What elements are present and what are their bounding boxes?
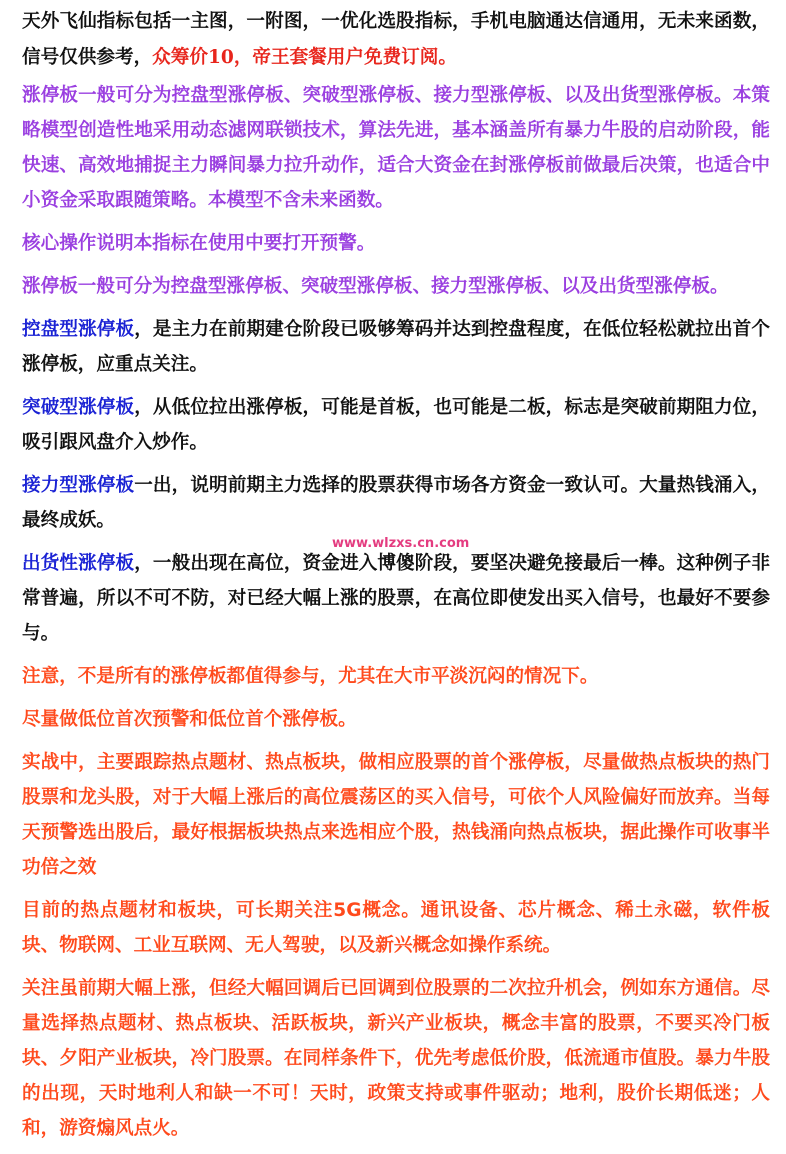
strategy-paragraph-1: 涨停板一般可分为控盘型涨停板、突破型涨停板、接力型涨停板、以及出货型涨停板。本策略模型创造性地采用动态滤网联锁技术，算法先进，基本涵盖所有暴力牛股的启动阶段，能快速、高效地捕捉主力瞬间暴力拉升动作，适合大资金在封涨停板前做最后决策，也适合中小资金采取跟随策略。本模型不含未来函数。 (22, 85, 770, 211)
note-paragraph-3: 实战中，主要跟踪热点题材、热点板块，做相应股票的首个涨停板，尽量做热点板块的热门股票和龙头股，对于大幅上涨后的高位震荡区的买入信号，可依个人风险偏好而放弃。当每天预警选出股后，最好根据板块热点来选相应个股，热钱涌向热点板块，据此操作可收事半功倍之效 (22, 752, 770, 878)
document-body (22, 4, 770, 1154)
type-text-control: ，是主力在前期建仓阶段已吸够筹码并达到控盘程度，在低位轻松就拉出首个涨停板，应重点关注。 (22, 319, 770, 375)
watermark: www.wlzxs.cn.com (332, 536, 470, 551)
type-label-distribution: 出货性涨停板 (22, 553, 135, 574)
type-paragraph-control (22, 312, 770, 382)
type-label-breakout: 突破型涨停板 (22, 397, 135, 418)
type-label-relay: 接力型涨停板 (22, 475, 135, 496)
type-label-control: 控盘型涨停板 (22, 319, 135, 340)
type-paragraph-distribution (22, 546, 770, 651)
strategy-paragraph-3: 涨停板一般可分为控盘型涨停板、突破型涨停板、接力型涨停板、以及出货型涨停板。 (22, 276, 729, 297)
intro-text: 天外飞仙指标包括一主图，一附图，一优化选股指标，手机电脑通达信通用，无未来函数，信号仅供参考， (22, 11, 770, 68)
intro-paragraph (22, 4, 770, 76)
strategy-paragraph-2: 核心操作说明本指标在使用中要打开预警。 (22, 233, 376, 254)
type-text-breakout: ，从低位拉出涨停板，可能是首板，也可能是二板，标志是突破前期阻力位，吸引跟风盘介入炒作。 (22, 397, 770, 453)
type-paragraph-breakout (22, 390, 770, 460)
type-paragraph-relay (22, 468, 770, 538)
intro-price-highlight: 众筹价10，帝王套餐用户免费订阅。 (152, 47, 457, 68)
note-paragraph-2: 尽量做低位首次预警和低位首个涨停板。 (22, 709, 357, 730)
type-text-distribution: ，一般出现在高位，资金进入博傻阶段，要坚决避免接最后一棒。这种例子非常普遍，所以不可不防，对已经大幅上涨的股票，在高位即使发出买入信号，也最好不要参与。 (22, 553, 770, 644)
note-paragraph-5: 关注虽前期大幅上涨，但经大幅回调后已回调到位股票的二次拉升机会，例如东方通信。尽量选择热点题材、热点板块、活跃板块，新兴产业板块，概念丰富的股票，不要买冷门板块、夕阳产业板块，冷门股票。在同样条件下，优先考虑低价股，低流通市值股。暴力牛股的出现，天时地利人和缺一不可！天时，政策支持或事件驱动；地利，股价长期低迷；人和，游资煽风点火。 (22, 978, 770, 1139)
type-text-relay: 一出，说明前期主力选择的股票获得市场各方资金一致认可。大量热钱涌入，最终成妖。 (22, 475, 770, 531)
note-paragraph-4: 目前的热点题材和板块，可长期关注5G概念。通讯设备、芯片概念、稀土永磁，软件板块、物联网、工业互联网、无人驾驶，以及新兴概念如操作系统。 (22, 900, 770, 956)
note-paragraph-1: 注意，不是所有的涨停板都值得参与，尤其在大市平淡沉闷的情况下。 (22, 666, 599, 687)
